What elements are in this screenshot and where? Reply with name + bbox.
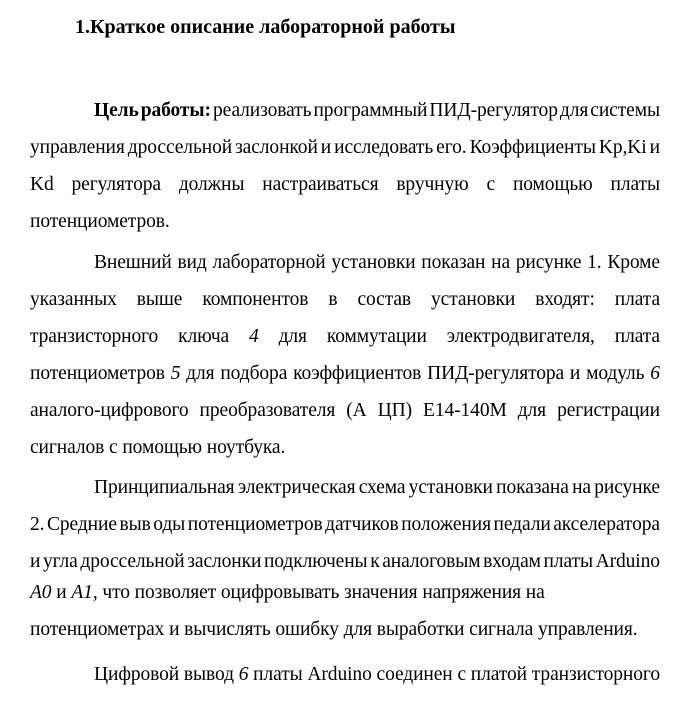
document-title: 1.Краткое описание лабораторной работы bbox=[75, 16, 456, 38]
paragraph bbox=[30, 244, 660, 466]
text-line: Цель работы: реализовать программный ПИД-регулятор для системы bbox=[94, 100, 660, 121]
text-run: , что позволяет оцифровывать значения напряжения на bbox=[92, 582, 545, 603]
text-line: потенциометров 5 для подбора коэффициентов ПИД-регулятора и модуль 6 bbox=[30, 363, 660, 384]
paragraph bbox=[30, 469, 660, 648]
text-line: Kd регулятора должны настраиваться вручную с помощью платы bbox=[30, 174, 660, 195]
text-line bbox=[30, 429, 660, 466]
text-line: аналого-цифрового преобразователя (А ЦП) Е14-140М для регистрации bbox=[30, 400, 660, 421]
text-line: указанных выше компонентов в состав установки входят: плата bbox=[30, 289, 660, 310]
text-run: и bbox=[51, 582, 72, 603]
text-line: управления дроссельной заслонкой и исследовать его. Коэффициенты Kp,Ki и bbox=[30, 137, 660, 158]
text-run: A0 bbox=[30, 582, 52, 603]
text-line: Внешний вид лабораторной установки показан на рисунке 1. Кроме bbox=[94, 252, 660, 273]
text-run: сигналов с помощью ноутбука. bbox=[30, 437, 286, 458]
text-line bbox=[30, 203, 660, 240]
text-run: A1 bbox=[71, 582, 93, 603]
text-run: потенциометрах и вычислять ошибку для выработки сигнала управления. bbox=[30, 619, 638, 640]
text-line bbox=[30, 611, 660, 648]
text-line: Цифровой вывод 6 платы Arduino соединен с платой транзисторного bbox=[94, 664, 660, 685]
text-line: 2. Средние выв оды потенциометров датчиков положения педали акселератора bbox=[30, 514, 660, 535]
paragraph bbox=[30, 656, 660, 693]
text-line: транзисторного ключа 4 для коммутации электродвигателя, плата bbox=[30, 326, 660, 347]
text-line: Принципиальная электрическая схема установки показана на рисунке bbox=[94, 477, 660, 498]
text-run: потенциометров. bbox=[30, 211, 170, 232]
text-line: и угла дроссельной заслонки подключены к аналоговым входам платы Arduino bbox=[30, 551, 660, 572]
paragraph bbox=[30, 92, 660, 240]
